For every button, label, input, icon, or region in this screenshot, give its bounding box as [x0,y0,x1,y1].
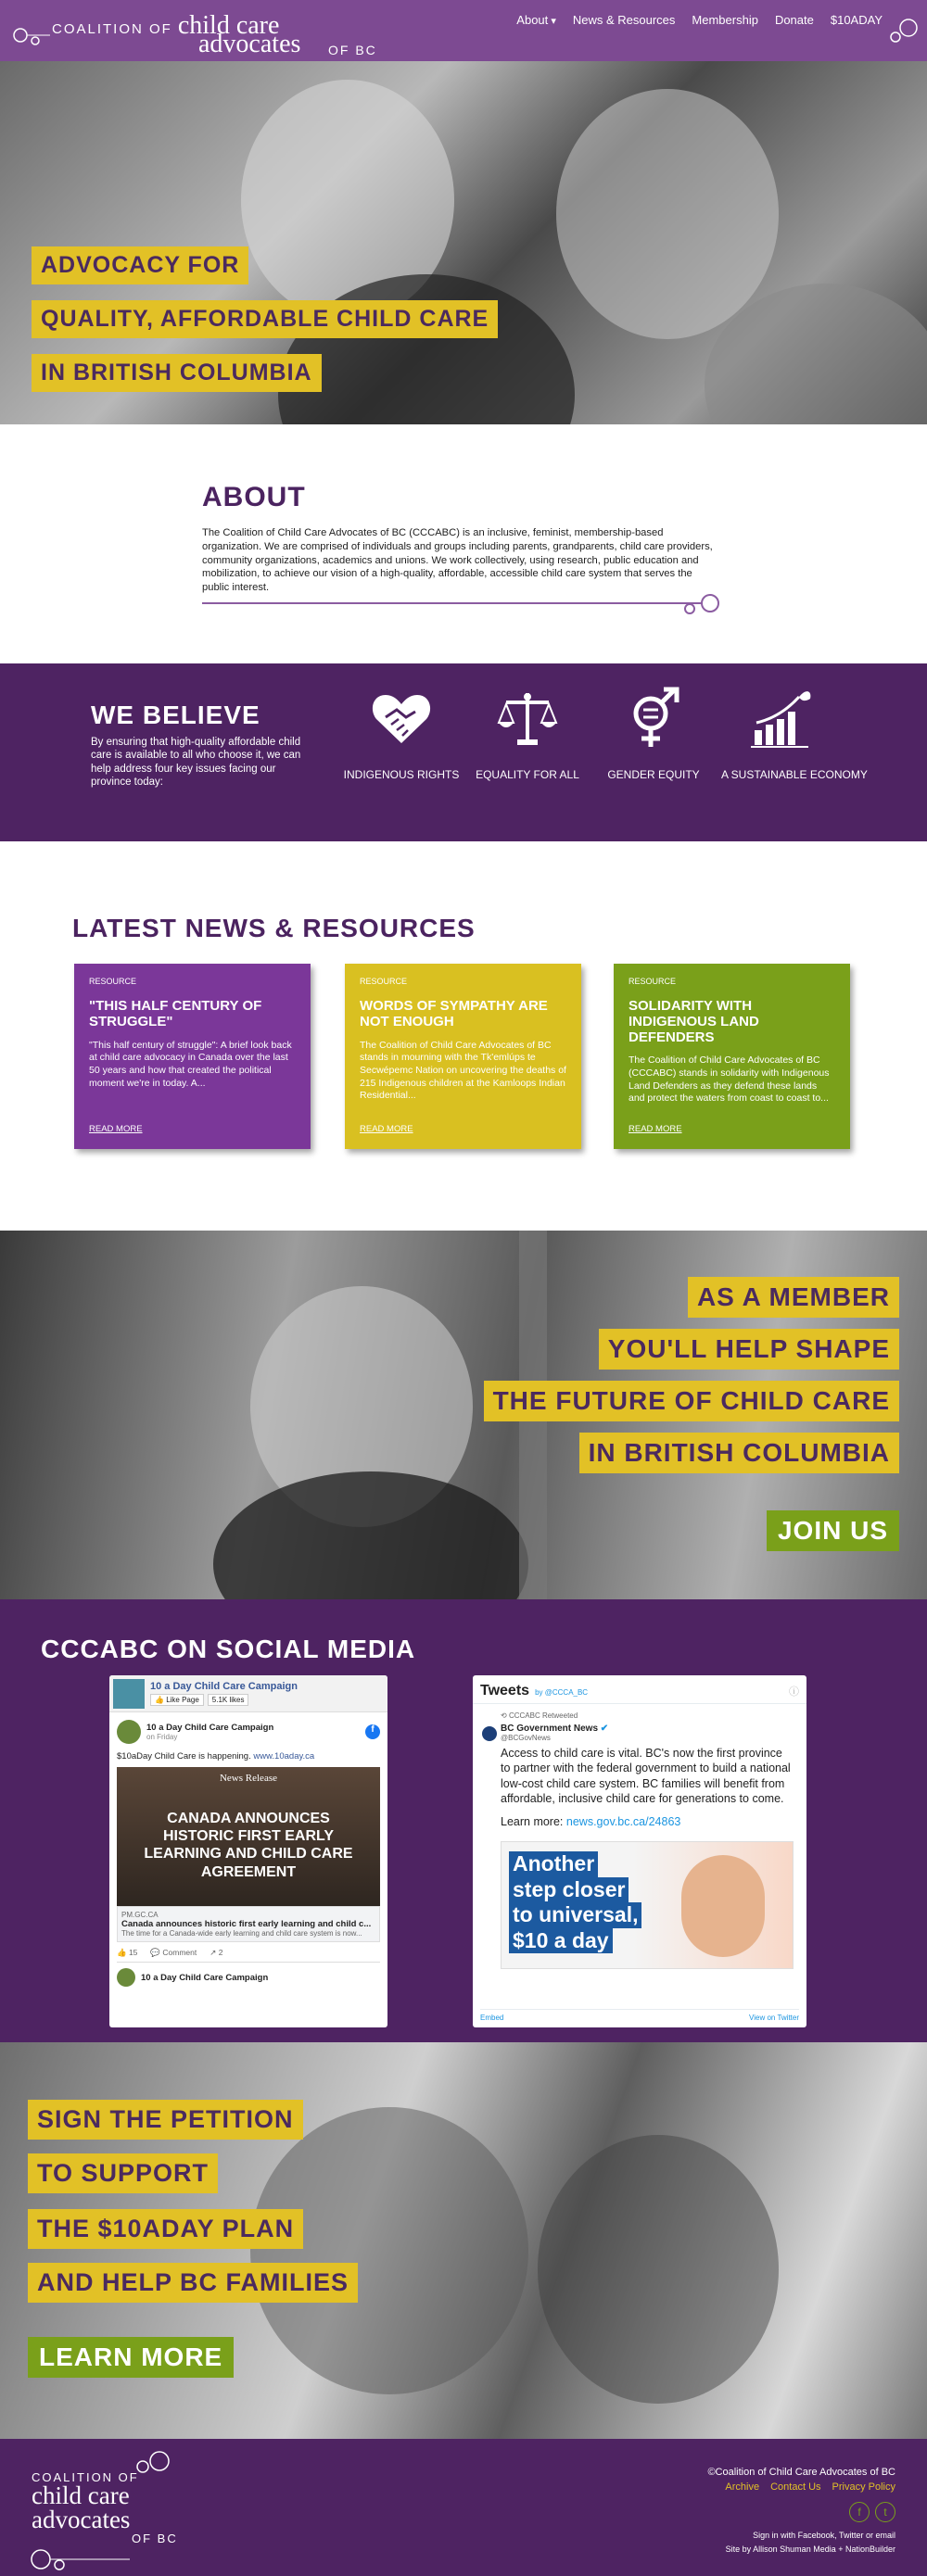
membership-banner [0,1231,927,1599]
value-indigenous-rights [341,686,462,781]
tw-image-caption [509,1851,641,1953]
footer-logo[interactable] [32,2470,178,2545]
header-circles-icon [886,15,920,46]
read-more-link[interactable]: READ MORE [629,1124,682,1134]
footer-links [707,2481,895,2493]
logo-advocates: advocates [198,30,301,58]
footer-signin[interactable]: Sign in with Facebook, Twitter or email [753,2531,895,2540]
member-tagline-line-3: THE FUTURE OF CHILD CARE [484,1381,899,1421]
tw-image-line-1: Another [509,1851,598,1877]
about-section [202,482,721,595]
nav-news-resources[interactable]: News & Resources [572,13,676,27]
believe-title: WE BELIEVE [91,701,260,729]
tw-retweet-note [501,1711,794,1720]
logo-coalition: COALITION OF [52,21,172,37]
footer-link-contact[interactable]: Contact Us [770,2481,821,2493]
tw-header: Tweets [480,1683,530,1698]
handshake-heart-icon [369,686,434,751]
tw-text: Access to child care is vital. BC's now the first province to partner with the federal government to build a national low-cost child care system. BC families will benefit from affordable, inclusive child care for generations to come. [501,1747,791,1805]
divider-ring-icon [701,594,719,612]
member-tagline-line-2: YOU'LL HELP SHAPE [599,1329,899,1370]
tw-author-avatar [482,1726,497,1741]
card-tag: RESOURCE [629,977,677,986]
about-body: The Coalition of Child Care Advocates of BC (CCCABC) is an inclusive, feminist, membership-based organization. We are comprised of individuals and groups including parents, grandparents, child care providers, community organizations, academics and unions. We work collectively, using research, public education and mobilization, to achieve our vision of a high-quality, affordable, accessible child care system that serves the public interest. [202,527,713,594]
petition-tagline-line-3: THE $10ADAY PLAN [28,2209,303,2249]
fb-link-desc: The time for a Canada-wide early learning and child care system is now... [121,1929,362,1938]
footer-credit[interactable]: Site by Allison Shuman Media + NationBuilder [725,2544,895,2554]
fb-image-headline: CANADA ANNOUNCES HISTORIC FIRST EARLY LEARNING AND CHILD CARE AGREEMENT [144,1811,353,1880]
petition-tagline-line-4: AND HELP BC FAMILIES [28,2263,358,2303]
comment-icon: 💬 [150,1948,163,1957]
facebook-icon[interactable]: f [849,2502,870,2522]
logo-of-bc: OF BC [328,43,377,57]
card-tag: RESOURCE [360,977,408,986]
hero-tagline-line-3: IN BRITISH COLUMBIA [32,354,322,392]
card-excerpt: The Coalition of Child Care Advocates of BC stands in mourning with the Tk'emlúps te Secwépemc Nation on uncovering the deaths of 215 Indigenous children at the Kamloops Indian Residential... [360,1039,566,1102]
twitter-widget [473,1675,806,2027]
about-title: ABOUT [202,482,306,512]
petition-photo-woman [250,2107,528,2394]
tw-learn-more [501,1815,794,1828]
join-us-button[interactable]: JOIN US [767,1510,899,1551]
fb-page-avatar[interactable] [113,1679,145,1709]
fb-image-kicker: News Release [219,1773,277,1784]
fb-like-icon: 👍 [155,1696,167,1704]
value-label: EQUALITY FOR ALL [476,768,579,781]
fb-like-page-button[interactable] [150,1694,204,1706]
petition-tagline-line-2: TO SUPPORT [28,2153,218,2193]
tw-image-child [681,1855,765,1957]
tw-handle: @BCGovNews [501,1734,551,1742]
card-tag: RESOURCE [89,977,137,986]
fb-page-name[interactable]: 10 a Day Child Care Campaign [150,1681,298,1692]
facebook-widget [109,1675,387,2027]
footer-link-archive[interactable]: Archive [725,2481,760,2493]
tw-retweet-label: CCCABC Retweeted [508,1711,578,1720]
fb-shares-count: 2 [218,1948,223,1957]
value-label: A SUSTAINABLE ECONOMY [721,768,868,781]
fb-link-domain: PM.GC.CA [121,1911,159,1919]
tw-learn-more-label: Learn more: [501,1815,564,1828]
learn-more-button[interactable]: LEARN MORE [28,2337,234,2378]
hero-photo-child-right [556,89,779,339]
social-title: CCCABC ON SOCIAL MEDIA [41,1635,416,1663]
share-icon: ↗ [210,1948,219,1957]
tw-image-line-4: $10 a day [509,1928,613,1954]
value-equality-for-all [467,686,588,781]
footer-logo-of-bc: OF BC [132,2532,178,2546]
believe-body: By ensuring that high-quality affordable child care is available to all who choose it, we can help address four key issues facing our province today: [91,737,301,789]
fb-share-button[interactable] [210,1948,222,1958]
fb-reactions-count: 15 [128,1948,138,1957]
tw-author[interactable] [501,1724,794,1734]
value-label: INDIGENOUS RIGHTS [343,768,460,781]
footer-social-icons [707,2502,895,2522]
footer-right [707,2467,895,2555]
fb-reaction-icon: 👍 [117,1948,129,1957]
nav-10aday[interactable]: $10ADAY [830,13,883,27]
card-title[interactable]: "THIS HALF CENTURY OF STRUGGLE" [89,998,262,1029]
twitter-icon[interactable]: t [875,2502,895,2522]
divider-ring-small-icon [684,603,695,614]
scales-icon [495,686,560,751]
hero-tagline-line-2: QUALITY, AFFORDABLE CHILD CARE [32,300,498,338]
we-believe-section [0,663,927,841]
read-more-link[interactable]: READ MORE [360,1124,413,1134]
member-tagline-line-4: IN BRITISH COLUMBIA [579,1433,899,1473]
footer-logo-coalition: COALITION OF [32,2470,139,2484]
growth-chart-icon [749,686,814,751]
fb-post-text: $10aDay Child Care is happening. [117,1751,251,1762]
news-card[interactable] [74,964,311,1149]
petition-tagline-line-1: SIGN THE PETITION [28,2100,303,2140]
tw-image-line-2: step closer [509,1877,629,1903]
fb-comment-label: Comment [162,1948,197,1957]
footer-link-privacy[interactable]: Privacy Policy [832,2481,895,2493]
news-title: LATEST NEWS & RESOURCES [72,914,476,942]
tw-embed-link[interactable]: Embed [480,2014,504,2022]
nav-membership[interactable]: Membership [692,13,758,27]
gender-symbol-icon [621,686,686,751]
footer-logo-child-care: child care [32,2481,130,2509]
fb-post-time: on Friday [146,1733,178,1741]
main-nav [516,13,883,27]
tw-view-on-twitter-link[interactable]: View on Twitter [749,2014,799,2022]
news-card[interactable] [614,964,850,1149]
footer-logo-advocates: advocates [32,2505,131,2533]
logo-circles-icon [13,17,50,48]
facebook-icon[interactable]: f [365,1724,380,1739]
fb-next-post-author[interactable]: 10 a Day Child Care Campaign [141,1972,269,1983]
card-excerpt: "This half century of struggle": A brief look back at child care advocacy in Canada over the last 50 years and how that created the political moment we're in today. A... [89,1039,292,1089]
fb-link-title[interactable]: Canada announces historic first early learning and child c... [121,1919,372,1929]
tw-link[interactable]: news.gov.bc.ca/24863 [565,1815,681,1828]
hero-banner [0,61,927,424]
value-label: GENDER EQUITY [607,768,700,781]
fb-post-link[interactable]: www.10aday.ca [253,1751,315,1762]
fb-post-avatar [117,1720,141,1744]
card-title[interactable]: WORDS OF SYMPATHY ARE NOT ENOUGH [360,998,548,1029]
logo-child-care: child care [177,11,280,40]
news-card[interactable] [345,964,581,1149]
hero-tagline-line-1: ADVOCACY FOR [32,246,248,284]
social-media-section [0,1599,927,2042]
petition-banner [0,2042,927,2439]
fb-next-post-avatar [117,1968,135,1987]
info-icon[interactable]: ⓘ [789,1686,799,1698]
card-title[interactable]: SOLIDARITY WITH INDIGENOUS LAND DEFENDERS [629,998,759,1045]
petition-photo-girl [538,2135,779,2404]
card-excerpt: The Coalition of Child Care Advocates of BC (CCCABC) stands in solidarity with Indigenous Land Defenders as they defend these lands and protect the waters from coast to coast to... [629,1054,830,1105]
fb-comment-button[interactable] [150,1948,197,1958]
nav-donate[interactable]: Donate [774,13,814,27]
nav-about[interactable]: About ▾ [516,13,556,27]
member-photo-jacket [213,1471,528,1599]
fb-like-label: Like Page [166,1696,199,1704]
tw-by[interactable]: by @CCCA_BC [535,1688,589,1697]
verified-icon: ✔ [598,1724,609,1734]
member-tagline-line-1: AS A MEMBER [688,1277,899,1318]
footer-copyright: ©Coalition of Child Care Advocates of BC [707,2467,895,2478]
fb-post-image[interactable] [117,1767,380,1906]
about-divider [202,602,703,604]
fb-likes-count: 5.1K likes [208,1694,249,1706]
tw-author-name: BC Government News [501,1724,599,1734]
fb-reactions[interactable] [117,1948,137,1958]
value-sustainable-economy [721,686,868,781]
site-header [0,0,927,61]
site-footer [0,2439,927,2576]
footer-circles-bottom-icon [28,2539,130,2572]
retweet-icon: ⟲ [501,1711,509,1720]
tw-image-line-3: to universal, [509,1902,641,1928]
tw-image[interactable] [501,1841,794,1969]
read-more-link[interactable]: READ MORE [89,1124,143,1134]
fb-post-author[interactable]: 10 a Day Child Care Campaign [146,1723,274,1733]
value-gender-equity [593,686,714,781]
